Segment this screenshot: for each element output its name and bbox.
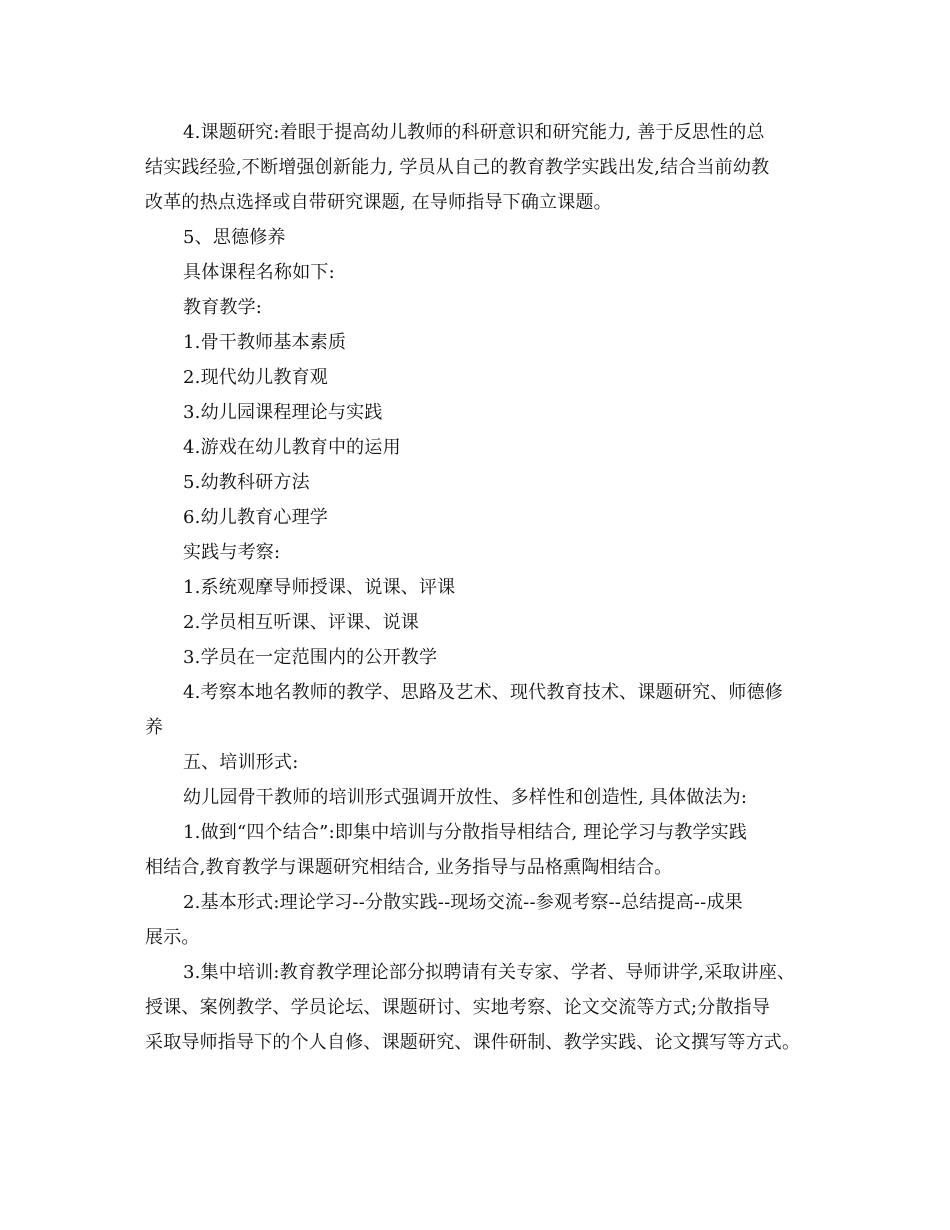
paragraph-line: 展示。 (145, 927, 200, 948)
paragraph-line: 授课、案例教学、学员论坛、课题研讨、实地考察、论文交流等方式;分散指导 (145, 997, 771, 1018)
paragraph-line: 相结合,教育教学与课题研究相结合, 业务指导与品格熏陶相结合。 (145, 857, 673, 878)
list-item: 5.幼教科研方法 (183, 472, 310, 493)
paragraph-line: 2.基本形式:理论学习--分散实践--现场交流--参观考察--总结提高--成果 (183, 892, 743, 913)
list-item: 2.现代幼儿教育观 (183, 367, 328, 388)
paragraph-line: 3.集中培训:教育教学理论部分拟聘请有关专家、学者、导师讲学,采取讲座、 (183, 962, 796, 983)
list-item: 1.系统观摩导师授课、说课、评课 (183, 577, 456, 598)
list-item: 2.学员相互听课、评课、说课 (183, 612, 419, 633)
paragraph-line: 1.做到“四个结合”:即集中培训与分散指导相结合, 理论学习与教学实践 (183, 822, 748, 843)
list-item: 4.考察本地名教师的教学、思路及艺术、现代教育技术、课题研究、师德修 (183, 682, 783, 703)
list-item-continuation: 养 (145, 717, 164, 738)
paragraph-line: 采取导师指导下的个人自修、课题研究、课件研制、教学实践、论文撰写等方式。 (145, 1032, 801, 1053)
paragraph-line: 幼儿园骨干教师的培训形式强调开放性、多样性和创造性, 具体做法为: (183, 787, 748, 808)
list-item: 1.骨干教师基本素质 (183, 332, 347, 353)
list-item: 3.学员在一定范围内的公开教学 (183, 647, 438, 668)
section-heading: 5、思德修养 (183, 227, 286, 248)
paragraph-line: 改革的热点选择或自带研究课题, 在导师指导下确立课题。 (145, 192, 612, 213)
list-item: 3.幼儿园课程理论与实践 (183, 402, 383, 423)
paragraph-line: 结实践经验,不断增强创新能力, 学员从自己的教育教学实践出发,结合当前幼教 (145, 157, 770, 178)
subheading: 教育教学: (183, 297, 263, 318)
paragraph-line: 具体课程名称如下: (183, 262, 335, 283)
paragraph-line: 4.课题研究:着眼于提高幼儿教师的科研意识和研究能力, 善于反思性的总 (183, 122, 765, 143)
list-item: 4.游戏在幼儿教育中的运用 (183, 437, 401, 458)
list-item: 6.幼儿教育心理学 (183, 507, 328, 528)
subheading: 实践与考察: (183, 542, 281, 563)
section-heading: 五、培训形式: (183, 752, 299, 773)
